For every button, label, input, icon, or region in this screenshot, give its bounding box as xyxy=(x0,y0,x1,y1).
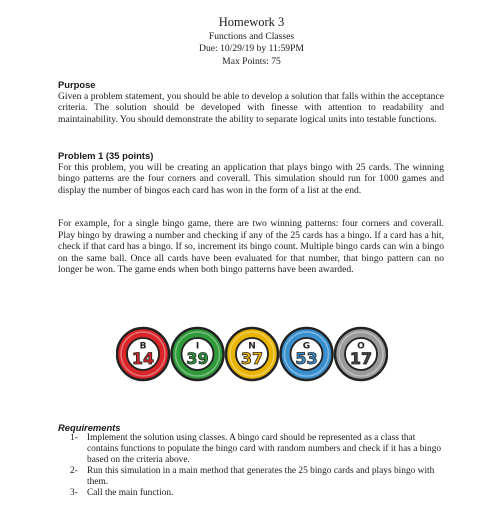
purpose-text: Given a problem statement, you should be able to develop a solution that falls within the acceptance criteria. The solution should be developed with finesse with attention to readability and maintainability. You should demonstrate the ability to separate logical units into testable functions. xyxy=(58,90,444,125)
requirement-item xyxy=(58,488,448,499)
bingo-ball-number: 53 xyxy=(295,349,318,368)
requirements-heading: Requirements xyxy=(58,422,121,433)
bingo-ball-letter: I xyxy=(195,341,200,352)
purpose-section xyxy=(58,79,444,125)
requirement-item xyxy=(58,433,448,466)
bingo-balls-illustration xyxy=(116,325,388,383)
problem-heading: Problem 1 (35 points) xyxy=(58,150,154,161)
bingo-ball-letter: G xyxy=(302,341,311,352)
bingo-ball-letter: B xyxy=(139,341,147,352)
example-paragraph: For example, for a single bingo game, there are two winning patterns: four corners and coverall. Play bingo by drawing a number and checking if any of the 25 cards has a bingo. If a card has a hit, check if that card has a bingo. If so, increment its bingo count. Multiple bingo cards can win a bingo on the same ball. Once all cards have been evaluated for that number, that bingo pattern can no longer be won. The game ends when both bingo patterns have been awarded. xyxy=(58,218,444,276)
problem-text: For this problem, you will be creating an application that plays bingo with 25 cards. The winning bingo patterns are the four corners and coverall. This simulation should run for 1000 games and display the number of bingos each card has won in the form of a list at the end. xyxy=(58,161,444,196)
bingo-ball xyxy=(281,328,333,380)
bingo-ball xyxy=(335,328,387,380)
bingo-ball-number: 17 xyxy=(349,349,373,368)
requirement-item xyxy=(58,466,448,488)
requirement-number: 1- xyxy=(70,433,78,443)
bingo-ball xyxy=(226,328,278,380)
bingo-ball xyxy=(172,328,224,380)
bingo-ball-number: 14 xyxy=(131,349,155,368)
problem-section xyxy=(58,150,444,196)
requirement-text: Implement the solution using classes. A bingo card should be represented as a class that contains functions to populate the bingo card with random numbers and check if it has a bingo based on the criteria above. xyxy=(87,433,442,465)
requirements-section xyxy=(58,422,448,499)
requirement-text: Run this simulation in a main method that generates the 25 bingo cards and plays bingo with them. xyxy=(87,466,435,487)
max-points: Max Points: 75 xyxy=(222,56,281,67)
bingo-ball-number: 39 xyxy=(186,349,209,368)
requirement-number: 2- xyxy=(70,466,78,476)
purpose-heading: Purpose xyxy=(58,79,96,90)
bingo-ball xyxy=(117,328,169,380)
due-date: Due: 10/29/19 by 11:59PM xyxy=(199,43,304,54)
document-title: Homework 3 xyxy=(218,15,285,29)
requirement-text: Call the main function. xyxy=(87,488,174,498)
bingo-ball-letter: O xyxy=(357,341,365,352)
bingo-ball-letter: N xyxy=(248,341,256,352)
requirement-number: 3- xyxy=(70,488,78,498)
document-subtitle: Functions and Classes xyxy=(208,31,295,42)
requirements-list xyxy=(58,433,448,499)
bingo-ball-number: 37 xyxy=(240,349,264,368)
